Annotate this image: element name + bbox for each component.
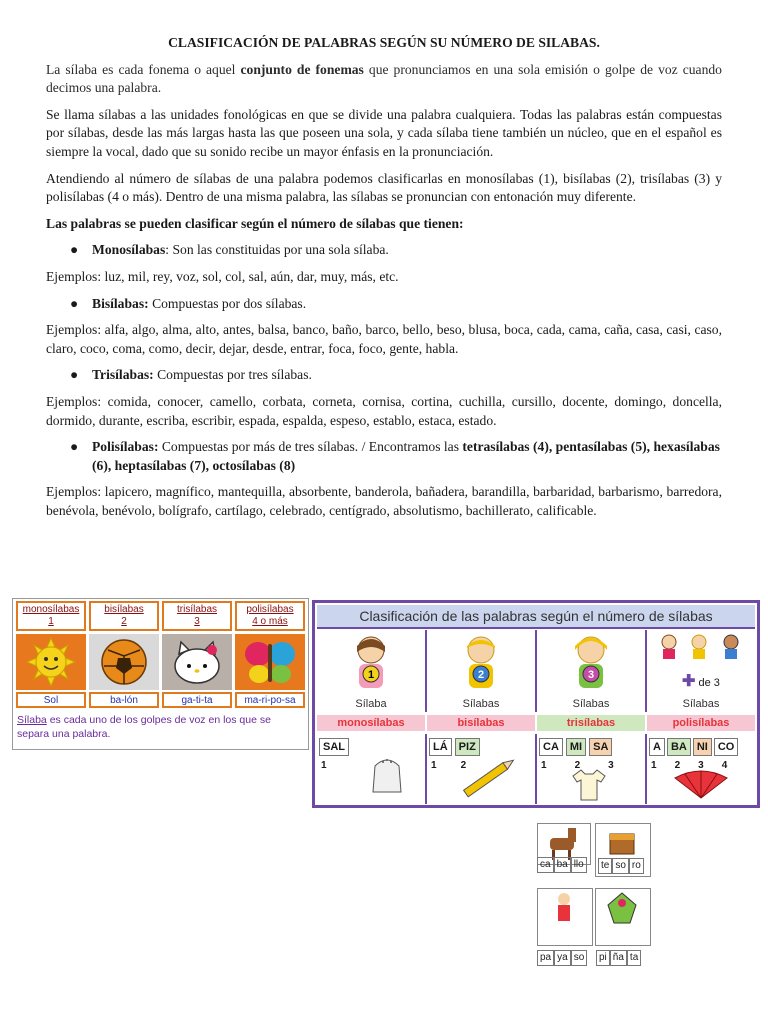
bullet-polisilabas: [46, 438, 722, 475]
head-name: bisílabas: [104, 604, 144, 615]
bullet-dot: ●: [70, 367, 79, 383]
p1-text-end: que pronunciamos en una sola emisión o golpe de voz cuando decimos una palabra.: [46, 61, 722, 96]
examples-label: Ejemplos:: [46, 322, 105, 338]
term: Trisílabas:: [92, 367, 154, 383]
syllables-payaso: [537, 950, 587, 966]
clown-icon: [538, 889, 590, 925]
clown-picture: [537, 888, 593, 946]
num: 1: [431, 760, 437, 771]
kitty-icon: [167, 636, 227, 688]
head-num: 2: [121, 616, 127, 627]
card2-types: [317, 715, 755, 731]
num: 1: [541, 760, 547, 771]
bullet-bisilabas: [46, 295, 722, 314]
plus-text: de 3: [698, 677, 720, 689]
p4-bold: Las palabras se pueden clasificar según el número de sílabas que tienen:: [46, 215, 464, 231]
card1-definition: [17, 713, 305, 741]
mini-syllable: ba: [554, 857, 571, 873]
syllable: NI: [693, 738, 712, 756]
examples-text: luz, mil, rey, voz, sol, col, sal, aún, dar, muy, más, etc.: [104, 268, 399, 284]
pinata-icon: [596, 889, 648, 929]
definition: Compuestas por dos sílabas.: [148, 295, 307, 311]
plus-row: [647, 671, 755, 691]
syllable: CA: [539, 738, 563, 756]
example-camisa: [537, 734, 647, 804]
kid-label-3: Sílabas: [572, 698, 610, 710]
head-num: 3: [194, 616, 200, 627]
examples-tri: [46, 393, 722, 430]
mini-syllable: ca: [537, 857, 554, 873]
mini-syllable: ta: [627, 950, 641, 966]
sun-icon: [21, 636, 81, 688]
paragraph-3: Atendiendo al número de sílabas de una palabra podemos clasificarlas en monosílabas (1), bisílabas (2), trisílabas (3) y polisílabas (4 o más). Dentro de una misma palabra, las sílabas se pronuncian con entonación muy diferente.: [46, 170, 722, 205]
kid-label-1: Sílaba: [355, 698, 387, 710]
svg-text:2: 2: [477, 669, 485, 681]
definition: : Son las constituidas por una sola sílaba.: [165, 242, 389, 258]
card2-title: Clasificación de las palabras según el número de sílabas: [317, 605, 755, 629]
card1-images: [16, 634, 305, 690]
syllable: SA: [589, 738, 612, 756]
syllables-row: [429, 738, 480, 756]
syllable: BA: [667, 738, 691, 756]
head-num: 1: [48, 616, 54, 627]
mini-syllable: pa: [537, 950, 554, 966]
kid-col-3: [537, 630, 647, 712]
page-title: CLASIFICACIÓN DE PALABRAS SEGÚN SU NÚMERO DE SILABAS.: [168, 35, 600, 50]
mini-syllable: so: [571, 950, 588, 966]
syllable: MI: [566, 738, 586, 756]
syllables-row: [539, 738, 612, 756]
head-name: polisílabas: [246, 604, 294, 615]
term-list: tetrasílabas (4), pentasílabas (5), hexasílabas (6), heptasílabas (7), octosílabas (8): [92, 439, 720, 473]
salt-shaker-icon: [367, 752, 407, 796]
definition: Compuestas por tres sílabas.: [153, 367, 312, 383]
kid-label-4: Sílabas: [682, 698, 720, 710]
syllables-row: [649, 738, 738, 756]
syllable-card-left: [12, 598, 309, 750]
example-sal: [317, 734, 427, 804]
num: 2: [574, 760, 581, 771]
card2-examples: [317, 734, 755, 804]
mini-syllable: llo: [571, 857, 587, 873]
head-num: 4 o más: [252, 616, 288, 627]
num: 2: [674, 760, 681, 771]
type-mono: monosílabas: [317, 715, 425, 731]
shirt-icon: [569, 768, 609, 802]
examples-mono: [46, 268, 722, 287]
bullet-dot: ●: [70, 439, 79, 455]
card1-headers: [16, 601, 305, 631]
syllables-pinata: [596, 950, 641, 966]
head-name: trisílabas: [176, 604, 217, 615]
definition: Compuestas por más de tres sílabas. / Encontramos las: [158, 439, 463, 455]
num: 2: [460, 760, 467, 771]
example-lapiz: [427, 734, 537, 804]
syllables-tesoro: [598, 858, 644, 874]
kid-col-2: [427, 630, 537, 712]
type-tri: trisílabas: [537, 715, 645, 731]
bullet-dot: ●: [70, 295, 79, 311]
paragraph-4: [46, 215, 722, 234]
examples-text: lapicero, magnífico, mantequilla, absorbente, banderola, bañadera, barandilla, barbaridad, barbarismo, barredora, benévola, benévolo, bolígrafo, cartílago, celebrado, centígrado, absolutismo, bachillerato, calificable.: [46, 484, 722, 518]
card1-syllables: [16, 692, 305, 708]
def-word: Sílaba: [17, 714, 47, 726]
card1-head-tri: [162, 601, 232, 631]
syllable: SAL: [319, 738, 349, 756]
p1-bold: conjunto de fonemas: [240, 61, 364, 77]
svg-text:1: 1: [367, 669, 375, 681]
pencil-icon: [453, 756, 523, 800]
term: Polisílabas:: [92, 439, 159, 455]
paragraph-2: Se llama sílabas a las unidades fonológicas en que se divide una palabra cualquiera. Todas las palabras están compuestas por sílabas, desde las más largas hasta las que poseen una sola, y cada sílaba tiene también un núcleo, que en el español es siempre la vocal, dado que su sonido recibe un mayor énfasis en la pronunciación.: [46, 106, 722, 159]
mini-syllable: pi: [596, 950, 610, 966]
syllable: PIZ: [455, 738, 480, 756]
type-poli: polisílabas: [647, 715, 755, 731]
card1-head-bi: [89, 601, 159, 631]
kid-col-1: [317, 630, 427, 712]
syllables-row: [319, 738, 349, 756]
kid-col-4: [647, 630, 755, 712]
num: 4: [721, 760, 728, 771]
syllable-balon: ba-lón: [89, 692, 159, 708]
mini-syllable: ña: [610, 950, 627, 966]
kitty-image: [162, 634, 232, 690]
fan-icon: [671, 770, 731, 800]
examples-text: alfa, algo, alma, alto, antes, balsa, banco, baño, barco, bello, beso, blusa, boca, cada, cama, caña, casa, casi, caso, claro, coco, coma, como, decir, dejar, desde, entrar, foca, foco, gente, habla.: [46, 322, 722, 356]
kid-girl-1-icon: [341, 632, 401, 692]
mini-syllable: ya: [554, 950, 571, 966]
type-bi: bisílabas: [427, 715, 535, 731]
mini-syllable: so: [612, 858, 629, 874]
syllable-sol: Sol: [16, 692, 86, 708]
examples-text: comida, conocer, camello, corbata, corneta, cornisa, cortina, cuchilla, cursillo, docente, domingo, doncella, dormido, durante, escriba, escribir, espada, espalda, espeso, establo, estaca, estado.: [46, 393, 722, 428]
syllable: LÁ: [429, 738, 452, 756]
syllables-caballo: [537, 857, 587, 873]
num: 1: [321, 760, 327, 771]
plus-icon: ✚: [682, 673, 696, 690]
mini-syllable: te: [598, 858, 612, 874]
chest-picture: [595, 823, 651, 877]
syllable: CO: [714, 738, 739, 756]
kid-girl-2-icon: [561, 632, 621, 692]
term: Monosílabas: [92, 242, 166, 258]
bullet-monosilabas: [46, 241, 722, 260]
ball-icon: [94, 636, 154, 688]
card1-head-poli: [235, 601, 305, 631]
def-rest: es cada uno de los golpes de voz en los que se separa una palabra.: [17, 714, 271, 740]
term: Bisílabas:: [92, 295, 149, 311]
p1-text: La sílaba es cada fonema o aquel: [46, 61, 241, 77]
butterfly-icon: [240, 636, 300, 688]
examples-poli: [46, 483, 722, 520]
ball-image: [89, 634, 159, 690]
examples-label: Ejemplos:: [46, 484, 105, 500]
syllable-mariposa: ma-ri-po-sa: [235, 692, 305, 708]
card2-kids-row: [317, 630, 755, 712]
paragraph-1: [46, 61, 722, 98]
num: 3: [608, 760, 614, 771]
card1-head-mono: [16, 601, 86, 631]
bullet-trisilabas: [46, 366, 722, 385]
head-name: monosílabas: [22, 604, 80, 615]
example-abanico: [647, 734, 755, 804]
examples-label: Ejemplos:: [46, 268, 105, 284]
kids-group-icon: [651, 632, 751, 662]
syllable-card-right: [312, 600, 760, 808]
syllable: A: [649, 738, 665, 756]
kid-label-2: Sílabas: [462, 698, 500, 710]
document-body: [46, 34, 722, 528]
butterfly-image: [235, 634, 305, 690]
bullet-dot: ●: [70, 242, 79, 258]
svg-text:3: 3: [587, 669, 595, 681]
num: 3: [698, 760, 704, 771]
pinata-picture: [595, 888, 651, 946]
sun-image: [16, 634, 86, 690]
examples-bi: [46, 321, 722, 358]
kid-boy-icon: [451, 632, 511, 692]
num: 1: [651, 760, 657, 771]
treasure-chest-icon: [596, 824, 648, 860]
syllable-gatita: ga-ti-ta: [162, 692, 232, 708]
examples-label: Ejemplos:: [46, 393, 108, 409]
mini-syllable: ro: [629, 858, 644, 874]
